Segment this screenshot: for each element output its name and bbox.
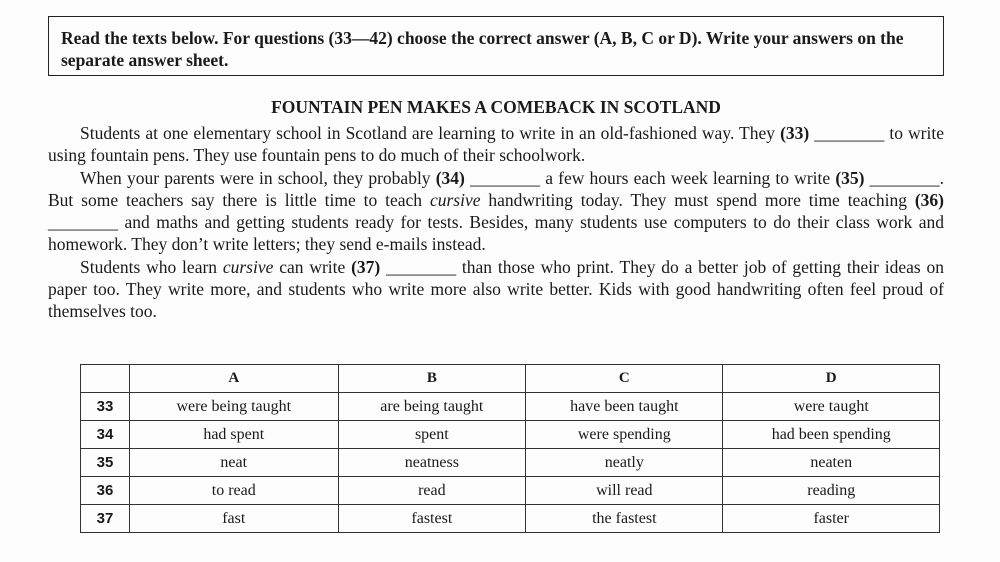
option-a: were being taught — [130, 393, 339, 421]
option-d: neaten — [723, 449, 940, 477]
column-header-a: A — [130, 365, 339, 393]
option-c: were spending — [526, 421, 723, 449]
p2-text-3: . But some teachers say there is little time to teach — [48, 167, 945, 210]
question-number: 37 — [81, 505, 130, 533]
option-d: had been spending — [723, 421, 940, 449]
question-35-label: (35) — [835, 167, 865, 188]
option-b: fastest — [338, 505, 526, 533]
option-d: faster — [723, 505, 940, 533]
p3-cursive: cursive — [222, 256, 274, 277]
p2-text-5: and maths and getting students ready for tests. Besides, many students use computers to do their class work and homework. They don’t write letters; they send e-mails instead. — [48, 212, 944, 255]
gap-33: ________ — [814, 123, 885, 143]
instructions-box — [48, 16, 944, 76]
instructions-text: Read the texts below. For questions (33—42) choose the correct answer (A, B, C or D). Write your answers on the separate answer sheet. — [61, 28, 904, 70]
question-33-label: (33) — [780, 123, 810, 143]
paragraph-2 — [48, 167, 944, 256]
option-b: are being taught — [338, 393, 526, 421]
table-row — [81, 477, 940, 505]
article-title: FOUNTAIN PEN MAKES A COMEBACK IN SCOTLAND — [271, 97, 721, 117]
p1-text-2: to write using fountain pens. They use fountain pens to do much of their schoolwork. — [48, 123, 944, 166]
table-corner-cell — [81, 365, 130, 393]
p3-text-2: can write — [273, 256, 352, 277]
option-d: reading — [723, 477, 940, 505]
p2-cursive: cursive — [429, 189, 481, 210]
option-a: fast — [130, 505, 339, 533]
p2-text-4: handwriting today. They must spend more time teaching — [480, 189, 915, 210]
option-a: had spent — [130, 421, 339, 449]
question-number: 35 — [81, 449, 130, 477]
p2-text-2: a few hours each week learning to write — [540, 167, 836, 188]
question-number: 33 — [81, 393, 130, 421]
column-header-d: D — [723, 365, 940, 393]
article — [48, 94, 944, 323]
question-number: 34 — [81, 421, 130, 449]
question-number: 36 — [81, 477, 130, 505]
column-header-c: C — [526, 365, 723, 393]
option-c: will read — [526, 477, 723, 505]
table-row — [81, 505, 940, 533]
table-row — [81, 421, 940, 449]
option-d: were taught — [723, 393, 940, 421]
p3-text-3: than those who print. They do a better job of getting their ideas on paper too. They write more, and students who write more also write better. Kids with good handwriting often feel proud of themselves too. — [48, 256, 944, 322]
gap-37: ________ — [386, 256, 457, 277]
table-header-row — [81, 365, 940, 393]
option-a: neat — [130, 449, 339, 477]
gap-36: ________ — [48, 212, 118, 233]
table-row — [81, 393, 940, 421]
gap-34: ________ — [470, 167, 541, 188]
gap-35: ________ — [869, 167, 940, 188]
paragraph-1 — [48, 122, 944, 167]
p1-text-1: Students at one elementary school in Scotland are learning to write in an old-fashioned way. They — [80, 123, 781, 143]
option-c: have been taught — [526, 393, 723, 421]
question-37-label: (37) — [351, 256, 381, 277]
option-b: neatness — [338, 449, 526, 477]
question-36-label: (36) — [914, 189, 944, 210]
table-row — [81, 449, 940, 477]
paragraph-3 — [48, 256, 944, 323]
option-b: spent — [338, 421, 526, 449]
column-header-b: B — [338, 365, 526, 393]
p2-text-1: When your parents were in school, they probably — [80, 167, 436, 188]
option-c: the fastest — [526, 505, 723, 533]
p3-text-1: Students who learn — [80, 256, 223, 277]
option-b: read — [338, 477, 526, 505]
option-a: to read — [130, 477, 339, 505]
option-c: neatly — [526, 449, 723, 477]
answer-options-table — [80, 364, 940, 533]
question-34-label: (34) — [435, 167, 465, 188]
